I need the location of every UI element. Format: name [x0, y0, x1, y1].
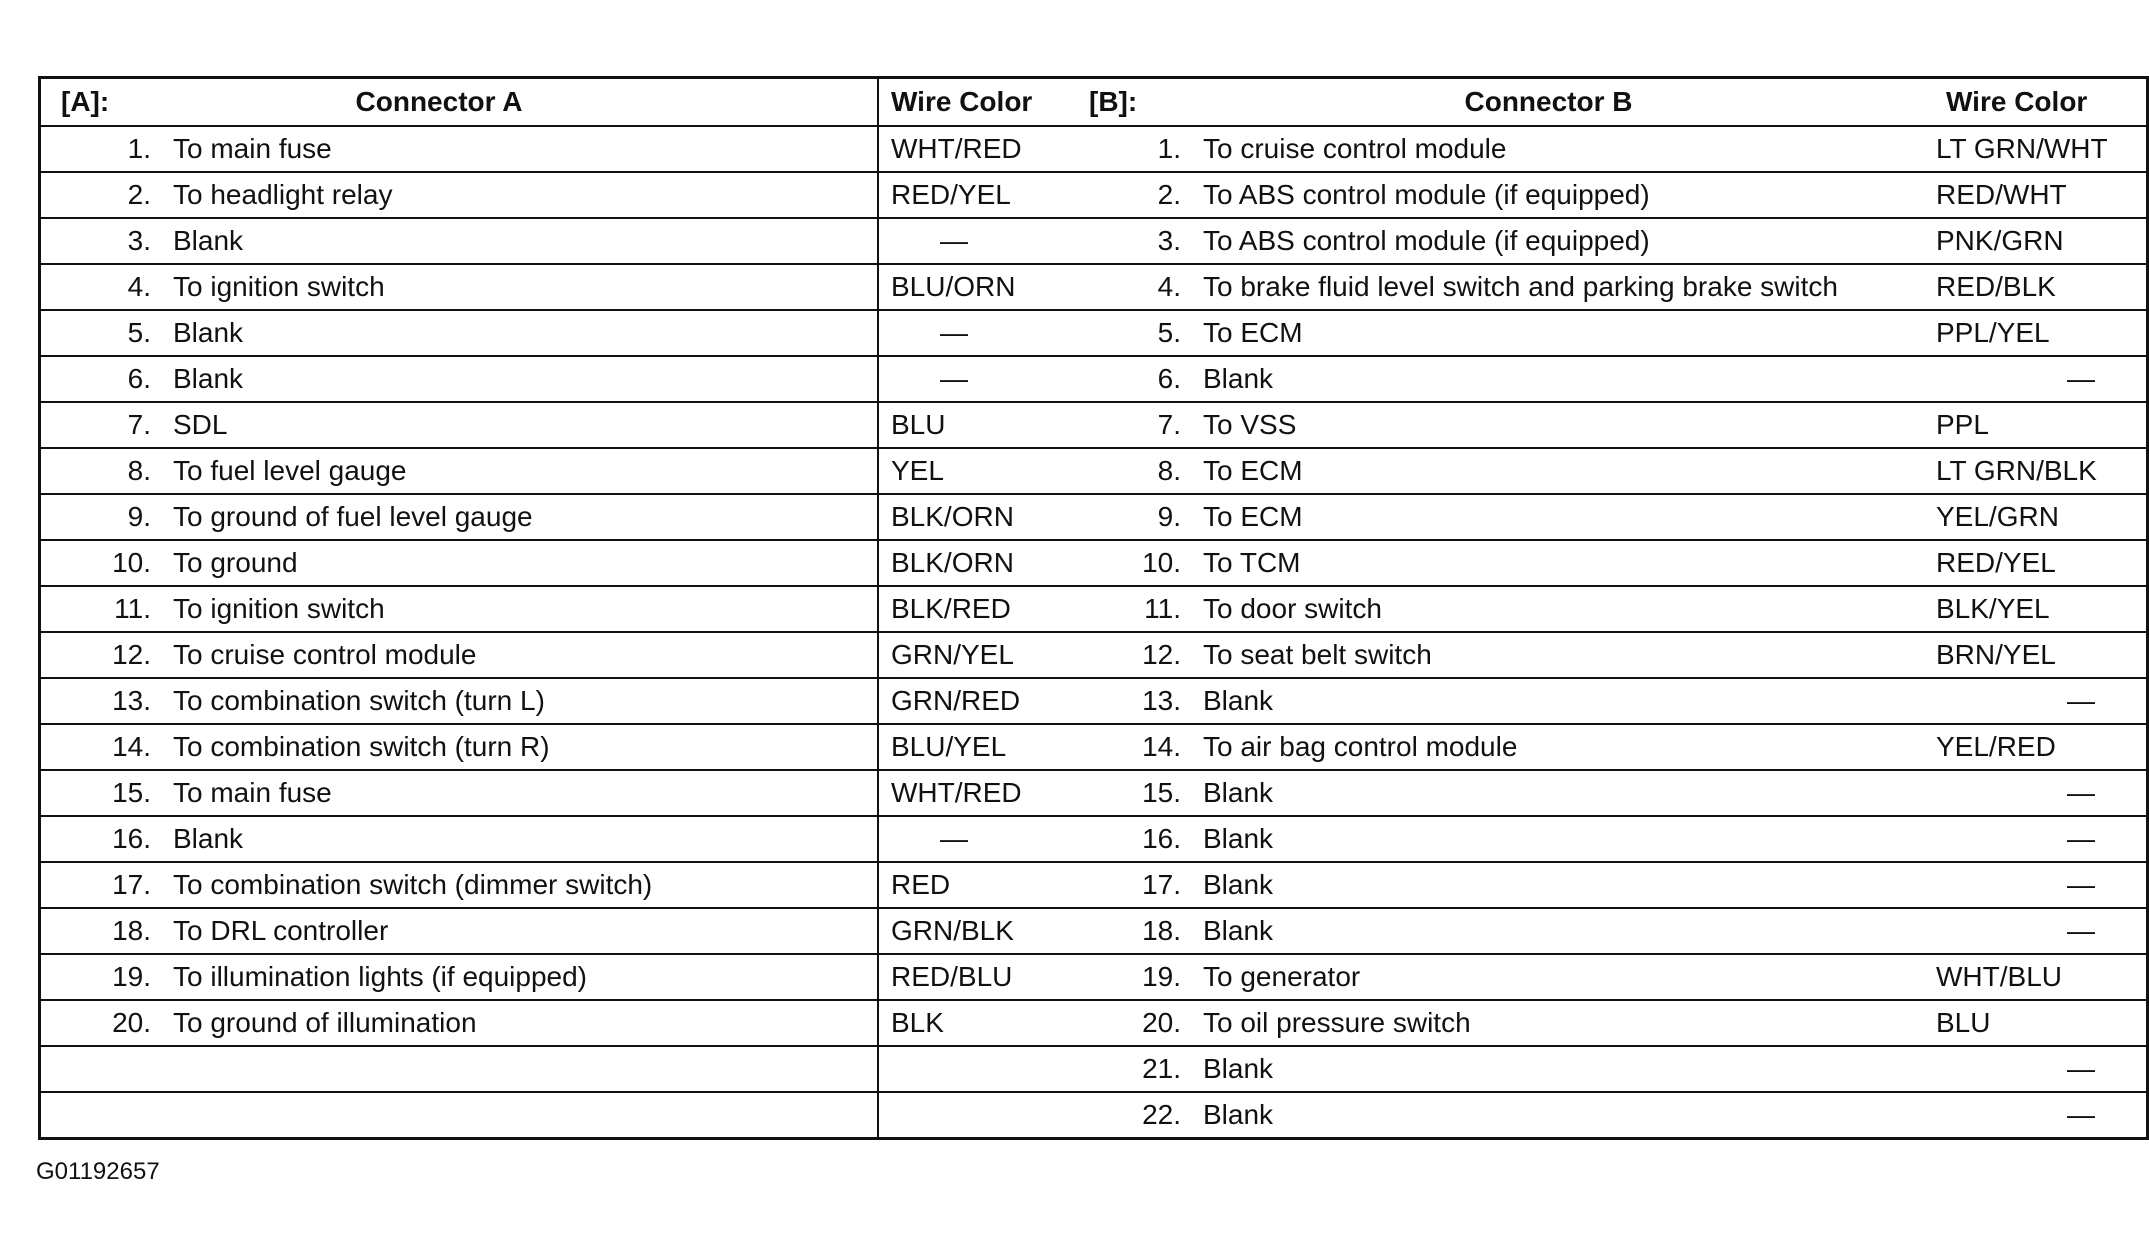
pin-number-b: 11. [1079, 586, 1181, 632]
pin-number-b: 16. [1079, 816, 1181, 862]
table-row [40, 126, 2148, 172]
pin-description-a: To main fuse [151, 770, 878, 816]
pin-number-a: 6. [40, 356, 152, 402]
pin-number-a [40, 1092, 152, 1139]
pin-number-a: 4. [40, 264, 152, 310]
pin-description-b: To cruise control module [1181, 126, 1936, 172]
header-wire-color-b: Wire Color [1936, 78, 2148, 127]
table-row [40, 402, 2148, 448]
wire-color-a: WHT/RED [878, 126, 1079, 172]
pin-number-a: 9. [40, 494, 152, 540]
pin-description-a [151, 1046, 878, 1092]
pin-description-b: To ABS control module (if equipped) [1181, 172, 1936, 218]
pin-description-b: Blank [1181, 908, 1936, 954]
table-row [40, 264, 2148, 310]
header-connector-a-id: [A]: [40, 78, 152, 127]
table-row [40, 724, 2148, 770]
connector-pinout-table [38, 76, 2149, 1140]
wire-color-b: WHT/BLU [1936, 954, 2148, 1000]
pin-description-b: To ECM [1181, 448, 1936, 494]
wire-color-b: YEL/RED [1936, 724, 2148, 770]
pin-number-a: 16. [40, 816, 152, 862]
wire-color-a: BLK/ORN [878, 540, 1079, 586]
pin-description-a: To fuel level gauge [151, 448, 878, 494]
wire-color-b: RED/WHT [1936, 172, 2148, 218]
pin-number-a: 20. [40, 1000, 152, 1046]
pin-description-b: To ABS control module (if equipped) [1181, 218, 1936, 264]
wire-color-a [878, 1092, 1079, 1139]
header-connector-b: Connector B [1181, 78, 1936, 127]
table-row [40, 632, 2148, 678]
pin-description-a [151, 1092, 878, 1139]
pin-description-a: To ignition switch [151, 264, 878, 310]
pin-description-b: To generator [1181, 954, 1936, 1000]
wire-color-a: GRN/YEL [878, 632, 1079, 678]
wire-color-a: — [878, 356, 1079, 402]
table-row [40, 908, 2148, 954]
pin-description-a: To combination switch (turn L) [151, 678, 878, 724]
wire-color-b: — [1936, 1092, 2148, 1139]
pin-description-a: Blank [151, 356, 878, 402]
table-row [40, 1046, 2148, 1092]
pin-number-a: 19. [40, 954, 152, 1000]
pin-description-b: Blank [1181, 862, 1936, 908]
wire-color-a: BLK/RED [878, 586, 1079, 632]
wire-color-b: BRN/YEL [1936, 632, 2148, 678]
table-header-row [40, 78, 2148, 127]
pin-number-a: 7. [40, 402, 152, 448]
pin-number-a: 10. [40, 540, 152, 586]
wire-color-a: — [878, 218, 1079, 264]
wire-color-a: GRN/RED [878, 678, 1079, 724]
wire-color-a: GRN/BLK [878, 908, 1079, 954]
wire-color-b: — [1936, 862, 2148, 908]
wire-color-b: RED/BLK [1936, 264, 2148, 310]
table-row [40, 954, 2148, 1000]
wire-color-a: — [878, 816, 1079, 862]
wire-color-b: LT GRN/BLK [1936, 448, 2148, 494]
wire-color-a: RED [878, 862, 1079, 908]
pin-description-a: To ground of fuel level gauge [151, 494, 878, 540]
pin-number-b: 9. [1079, 494, 1181, 540]
pin-number-b: 1. [1079, 126, 1181, 172]
pin-number-b: 20. [1079, 1000, 1181, 1046]
table-row [40, 862, 2148, 908]
pin-number-b: 18. [1079, 908, 1181, 954]
header-wire-color-a: Wire Color [878, 78, 1079, 127]
pin-description-b: To brake fluid level switch and parking brake switch [1181, 264, 1936, 310]
header-connector-a: Connector A [151, 78, 878, 127]
wire-color-a: BLK/ORN [878, 494, 1079, 540]
pin-number-a: 15. [40, 770, 152, 816]
table-row [40, 1000, 2148, 1046]
table-row [40, 678, 2148, 724]
pin-description-b: Blank [1181, 770, 1936, 816]
wire-color-a: WHT/RED [878, 770, 1079, 816]
pin-rows [40, 126, 2148, 1139]
pin-number-b: 4. [1079, 264, 1181, 310]
wire-color-b: BLK/YEL [1936, 586, 2148, 632]
wire-color-b: — [1936, 770, 2148, 816]
pin-number-a: 11. [40, 586, 152, 632]
pin-description-a: To headlight relay [151, 172, 878, 218]
pin-description-b: Blank [1181, 678, 1936, 724]
pin-number-a: 1. [40, 126, 152, 172]
wire-color-a: BLU/ORN [878, 264, 1079, 310]
pin-number-b: 7. [1079, 402, 1181, 448]
wire-color-a: BLU/YEL [878, 724, 1079, 770]
header-connector-b-id: [B]: [1079, 78, 1181, 127]
pin-number-b: 17. [1079, 862, 1181, 908]
figure-id: G01192657 [36, 1158, 160, 1185]
pin-description-a: To cruise control module [151, 632, 878, 678]
pin-number-b: 8. [1079, 448, 1181, 494]
pin-number-b: 12. [1079, 632, 1181, 678]
pin-description-b: Blank [1181, 356, 1936, 402]
wire-color-b: PPL [1936, 402, 2148, 448]
pin-description-b: To TCM [1181, 540, 1936, 586]
pin-description-a: SDL [151, 402, 878, 448]
pin-description-b: Blank [1181, 1092, 1936, 1139]
pin-description-a: Blank [151, 310, 878, 356]
pin-description-b: To ECM [1181, 310, 1936, 356]
table-row [40, 218, 2148, 264]
wire-color-a: BLK [878, 1000, 1079, 1046]
pin-description-b: To air bag control module [1181, 724, 1936, 770]
pin-number-b: 5. [1079, 310, 1181, 356]
wire-color-b: PPL/YEL [1936, 310, 2148, 356]
pin-number-a [40, 1046, 152, 1092]
pin-number-a: 8. [40, 448, 152, 494]
pin-number-a: 18. [40, 908, 152, 954]
wire-color-b: — [1936, 1046, 2148, 1092]
wire-color-b: LT GRN/WHT [1936, 126, 2148, 172]
pin-number-b: 14. [1079, 724, 1181, 770]
wire-color-a [878, 1046, 1079, 1092]
connector-pinout-sheet [38, 76, 2108, 1140]
pin-description-a: To ground [151, 540, 878, 586]
wire-color-a: RED/YEL [878, 172, 1079, 218]
pin-description-a: Blank [151, 218, 878, 264]
pin-number-a: 13. [40, 678, 152, 724]
pin-number-a: 14. [40, 724, 152, 770]
pin-number-b: 10. [1079, 540, 1181, 586]
pin-description-a: To DRL controller [151, 908, 878, 954]
pin-number-a: 17. [40, 862, 152, 908]
table-row [40, 356, 2148, 402]
table-row [40, 1092, 2148, 1139]
pin-description-a: To ground of illumination [151, 1000, 878, 1046]
wire-color-b: — [1936, 816, 2148, 862]
wire-color-b: RED/YEL [1936, 540, 2148, 586]
pin-number-a: 12. [40, 632, 152, 678]
pin-description-a: To combination switch (turn R) [151, 724, 878, 770]
pin-number-b: 19. [1079, 954, 1181, 1000]
wire-color-b: PNK/GRN [1936, 218, 2148, 264]
pin-number-b: 21. [1079, 1046, 1181, 1092]
wire-color-a: RED/BLU [878, 954, 1079, 1000]
table-row [40, 494, 2148, 540]
wire-color-b: — [1936, 678, 2148, 724]
pin-number-b: 2. [1079, 172, 1181, 218]
wire-color-a: — [878, 310, 1079, 356]
pin-description-b: To VSS [1181, 402, 1936, 448]
wire-color-b: — [1936, 356, 2148, 402]
pin-number-b: 15. [1079, 770, 1181, 816]
pin-description-b: To seat belt switch [1181, 632, 1936, 678]
pin-number-b: 6. [1079, 356, 1181, 402]
table-row [40, 770, 2148, 816]
table-row [40, 540, 2148, 586]
pin-number-a: 5. [40, 310, 152, 356]
wire-color-a: YEL [878, 448, 1079, 494]
pin-description-a: To ignition switch [151, 586, 878, 632]
pin-number-b: 3. [1079, 218, 1181, 264]
table-row [40, 448, 2148, 494]
wire-color-b: — [1936, 908, 2148, 954]
pin-description-a: To combination switch (dimmer switch) [151, 862, 878, 908]
pin-number-a: 2. [40, 172, 152, 218]
pin-description-a: Blank [151, 816, 878, 862]
pin-description-a: To illumination lights (if equipped) [151, 954, 878, 1000]
table-row [40, 310, 2148, 356]
pin-description-b: Blank [1181, 816, 1936, 862]
pin-description-b: Blank [1181, 1046, 1936, 1092]
wire-color-b: YEL/GRN [1936, 494, 2148, 540]
pin-description-b: To oil pressure switch [1181, 1000, 1936, 1046]
pin-number-a: 3. [40, 218, 152, 264]
wire-color-a: BLU [878, 402, 1079, 448]
pin-description-b: To ECM [1181, 494, 1936, 540]
pin-number-b: 13. [1079, 678, 1181, 724]
table-row [40, 586, 2148, 632]
pin-description-a: To main fuse [151, 126, 878, 172]
pin-number-b: 22. [1079, 1092, 1181, 1139]
table-row [40, 172, 2148, 218]
wire-color-b: BLU [1936, 1000, 2148, 1046]
table-row [40, 816, 2148, 862]
pin-description-b: To door switch [1181, 586, 1936, 632]
